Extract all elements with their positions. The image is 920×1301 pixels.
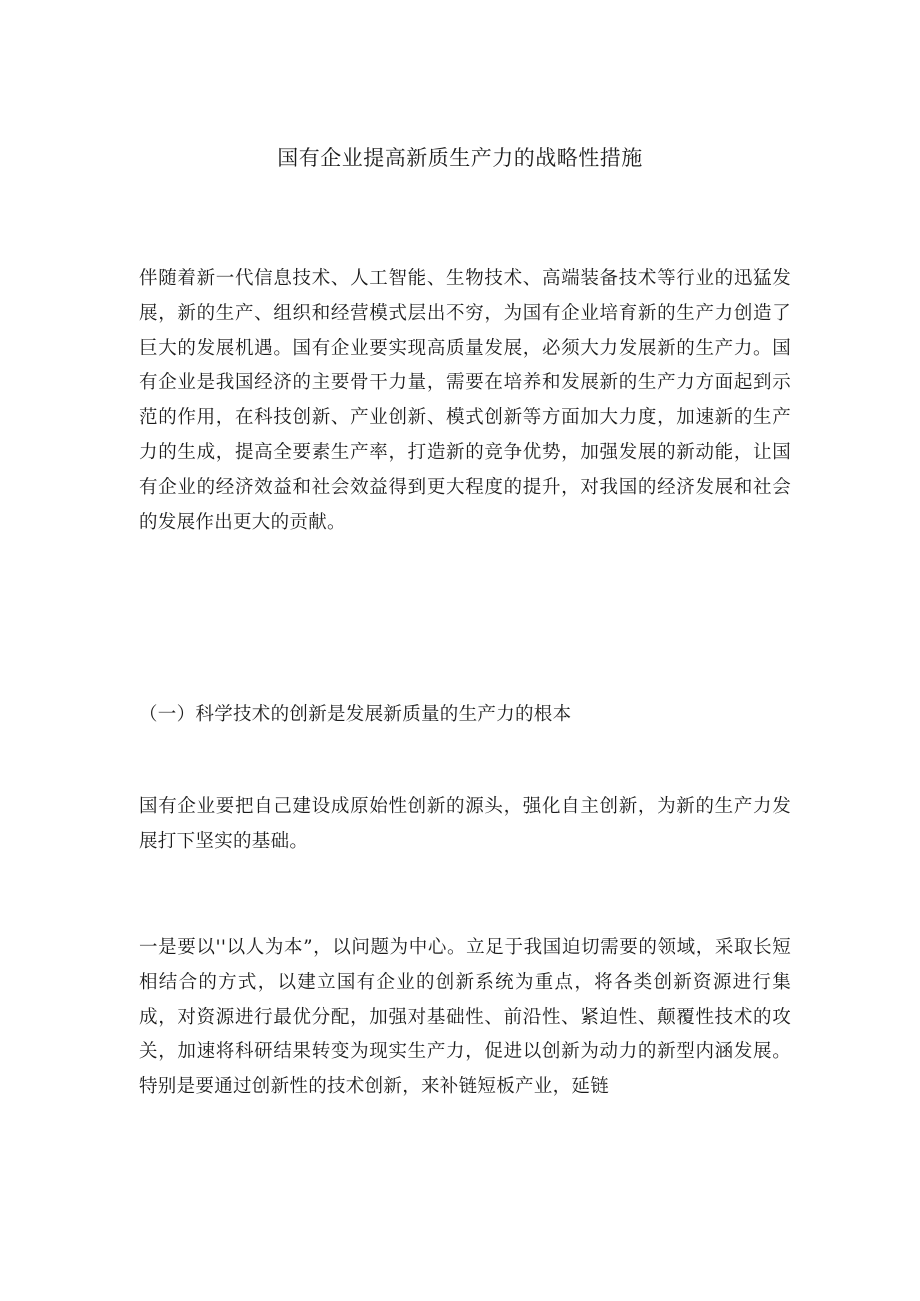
intro-paragraph: 伴随着新一代信息技术、人工智能、生物技术、高端装备技术等行业的迅猛发展，新的生产、组织和经营模式层出不穷，为国有企业培育新的生产力创造了巨大的发展机遇。国有企业要实现高质量发展，必须大力发展新的生产力。国有企业是我国经济的主要骨干力量，需要在培养和发展新的生产力方面起到示范的作用，在科技创新、产业创新、模式创新等方面加大力度，加速新的生产力的生成，提高全要素生产率，打造新的竞争优势，加强发展的新动能，让国有企业的经济效益和社会效益得到更大程度的提升，对我国的经济发展和社会的发展作出更大的贡献。 xyxy=(139,268,791,533)
section-paragraph-1: 国有企业要把自己建设成原始性创新的源头，强化自主创新，为新的生产力发展打下坚实的基础。 xyxy=(139,796,791,852)
section-heading: （一）科学技术的创新是发展新质量的生产力的根本 xyxy=(139,704,572,725)
document-title: 国有企业提高新质生产力的战略性措施 xyxy=(277,146,643,170)
section-paragraph-2: 一是要以''以人为本”，以问题为中心。立足于我国迫切需要的领域，采取长短相结合的方式，以建立国有企业的创新系统为重点，将各类创新资源进行集成，对资源进行最优分配，加强对基础性、前沿性、紧迫性、颠覆性技术的攻关，加速将科研结果转变为现实生产力，促进以创新为动力的新型内涵发展。特别是要通过创新性的技术创新，来补链短板产业，延链 xyxy=(139,937,791,1098)
